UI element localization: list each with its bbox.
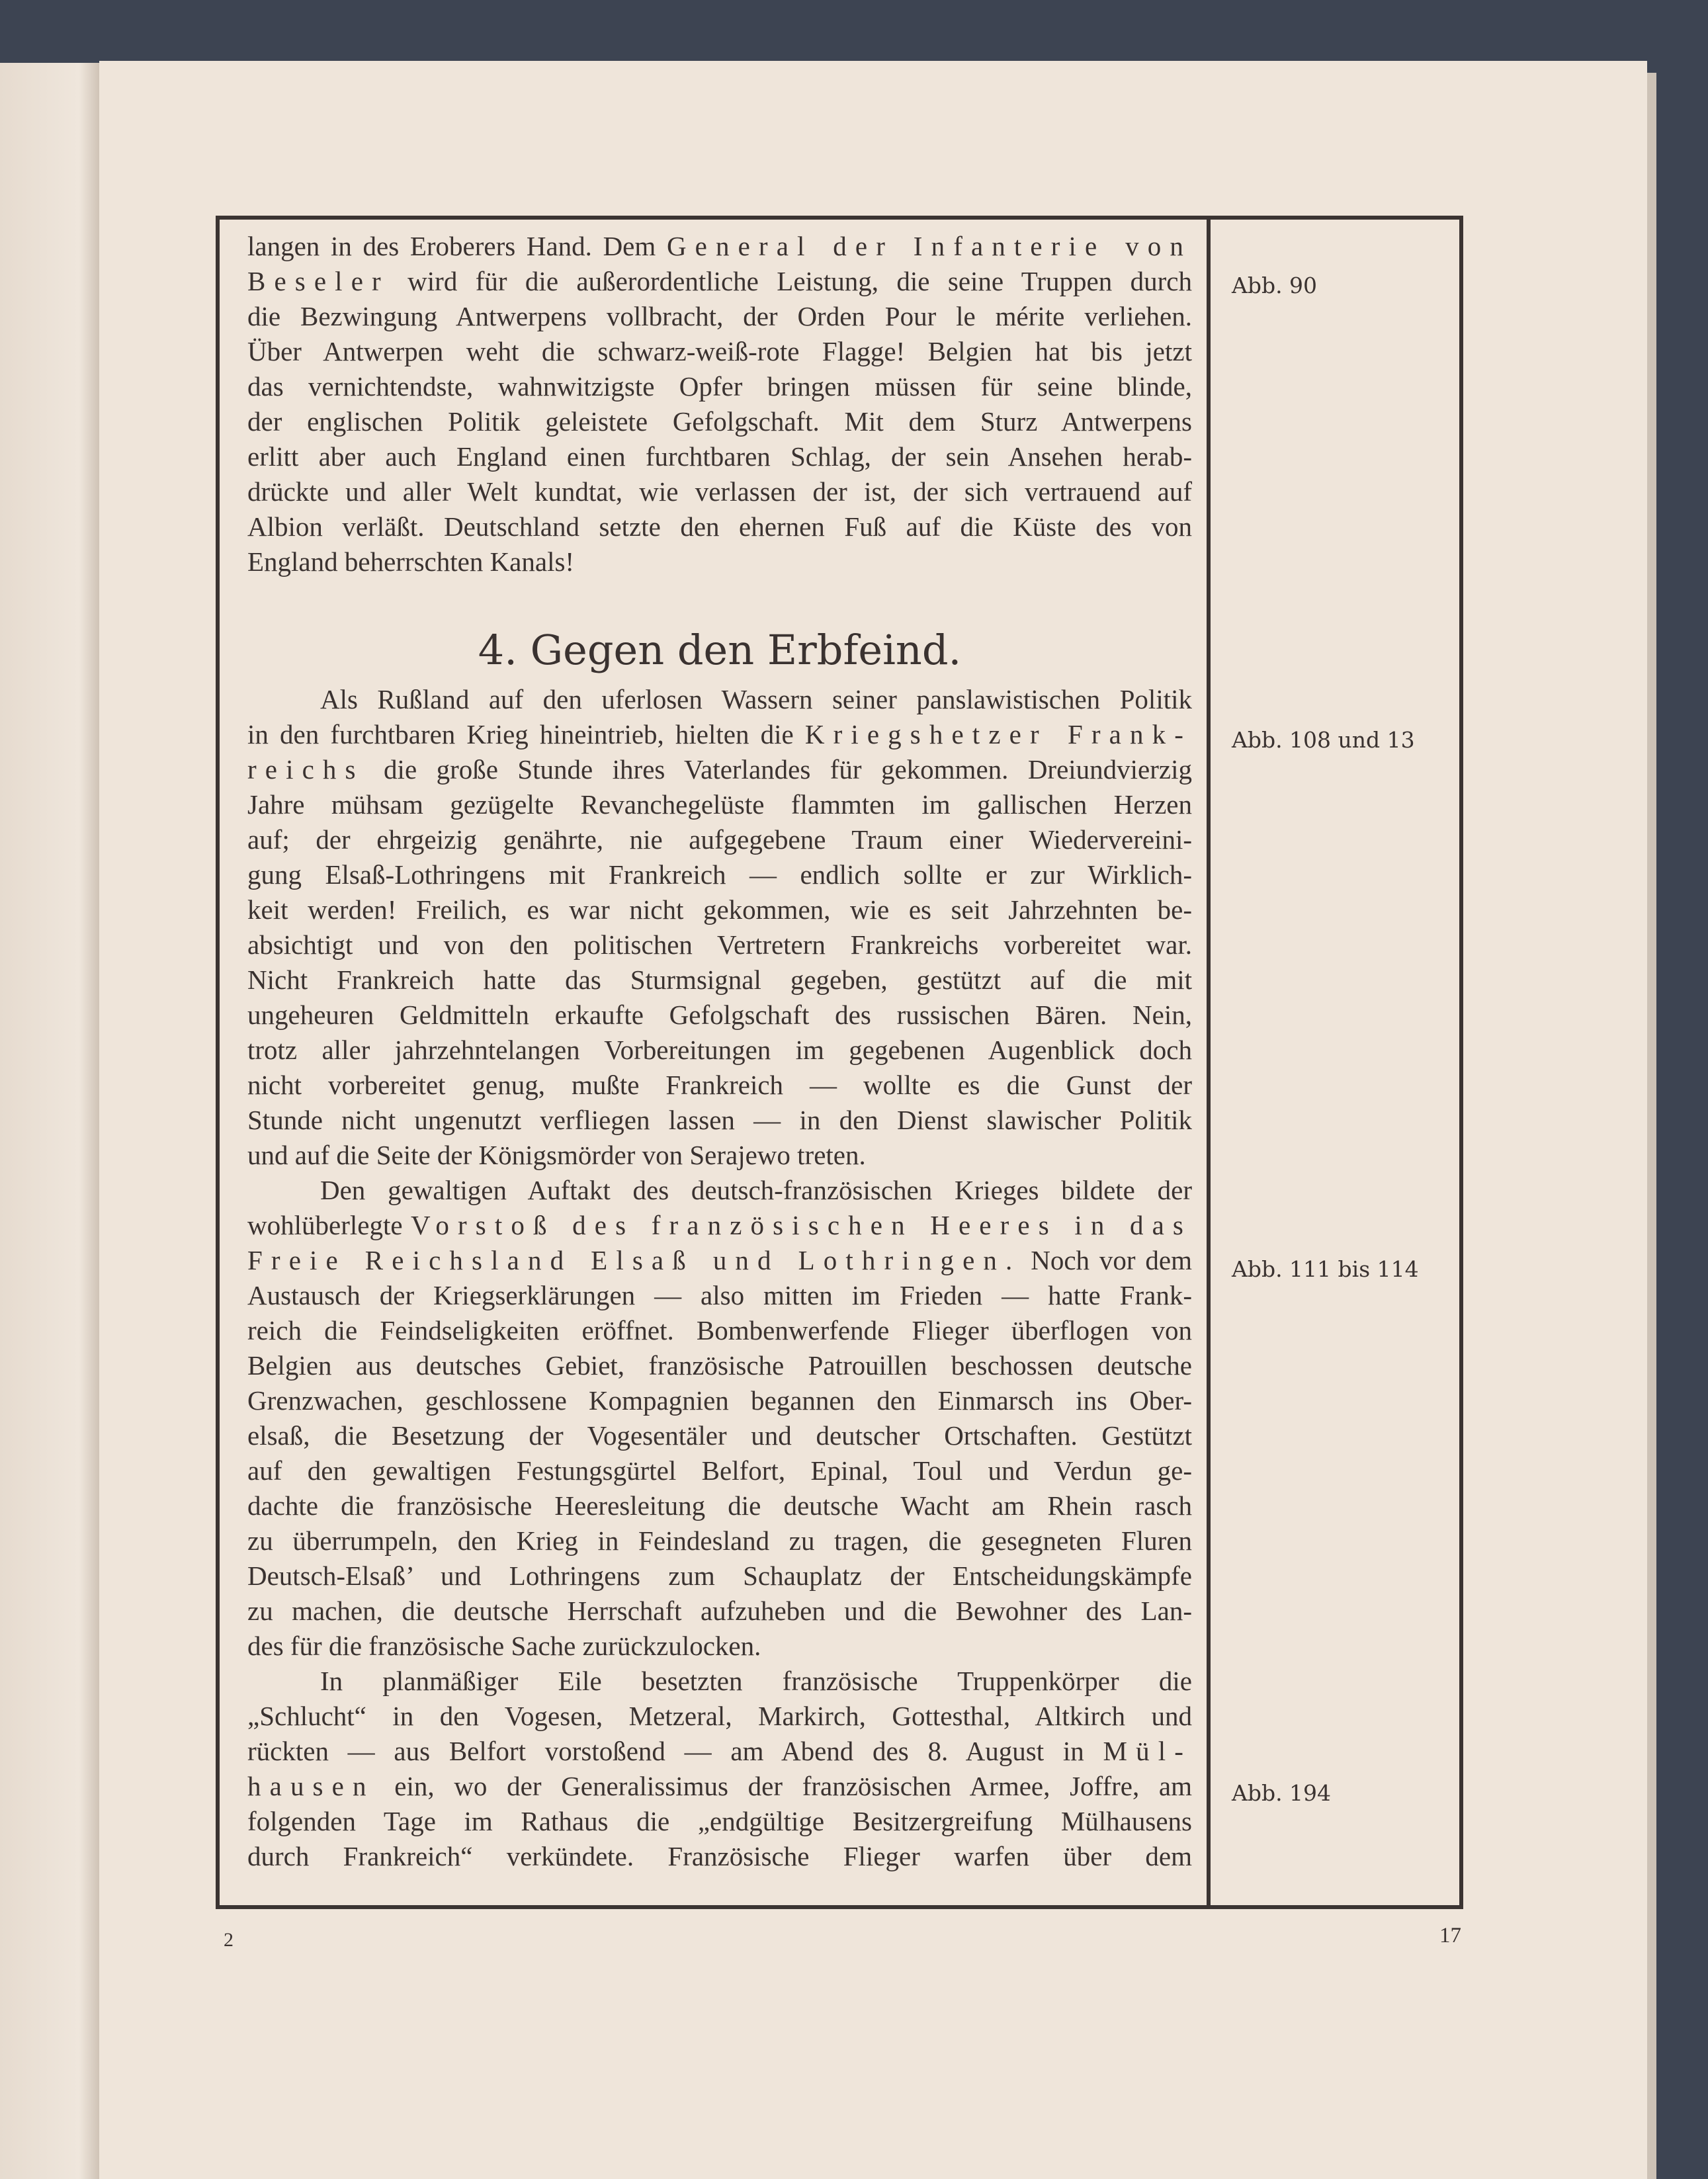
text-line xyxy=(247,752,1192,787)
previous-page-edge xyxy=(0,63,99,2179)
text-segment: auf den gewaltigen Festungsgürtel Belfort, Epinal, Toul und Verdun ge- xyxy=(247,1455,1192,1486)
text-line xyxy=(247,544,1192,579)
text-line xyxy=(247,1734,1192,1769)
section-heading: 4. Gegen den Erbfeind. xyxy=(478,626,962,674)
text-line xyxy=(247,1769,1192,1804)
margin-note: Abb. 194 xyxy=(1232,1780,1332,1806)
text-segment: das vernichtendste, wahnwitzigste Opfer bringen müssen für seine blinde, xyxy=(247,371,1192,402)
text-line xyxy=(247,369,1192,404)
text-line xyxy=(247,962,1192,998)
text-line xyxy=(247,1559,1192,1594)
text-line xyxy=(247,229,1192,264)
text-segment: Austausch der Kriegserklärungen — also mitten im Frieden — hatte Frank- xyxy=(247,1280,1192,1310)
text-segment: Jahre mühsam gezügelte Revanchegelüste flammten im gallischen Herzen xyxy=(247,789,1192,820)
text-segment: gung Elsaß-Lothringens mit Frankreich — endlich sollte er zur Wirklich- xyxy=(247,859,1192,890)
page-number: 17 xyxy=(1439,1924,1461,1947)
text-segment: drückte und aller Welt kundtat, wie verlassen der ist, der sich vertrauend auf xyxy=(247,476,1192,507)
text-segment: langen in des Eroberers Hand. Dem xyxy=(247,231,667,261)
text-segment: „Schlucht“ in den Vogesen, Metzeral, Markirch, Gottesthal, Altkirch und xyxy=(247,1701,1192,1731)
text-line xyxy=(247,1664,1192,1699)
text-line xyxy=(247,1839,1192,1874)
text-line xyxy=(247,822,1192,857)
text-line xyxy=(247,1278,1192,1313)
text-line xyxy=(247,682,1192,717)
text-segment: durch Frankreich“ verkündete. Französische Flieger warfen über dem xyxy=(247,1841,1192,1871)
text-segment: Den gewaltigen Auftakt des deutsch-französischen Krieges bildete der xyxy=(320,1175,1192,1205)
text-line xyxy=(247,509,1192,544)
emphasized-text: reichs xyxy=(247,754,364,785)
text-segment: und auf die Seite der Königsmörder von Serajewo treten. xyxy=(247,1140,866,1170)
text-segment: erlitt aber auch England einen furchtbaren Schlag, der sein Ansehen herab- xyxy=(247,441,1192,472)
text-segment: Grenzwachen, geschlossene Kompagnien begannen den Einmarsch ins Ober- xyxy=(247,1385,1192,1416)
section-gegen-den-erbfeind xyxy=(247,682,1192,1874)
text-line xyxy=(247,892,1192,927)
paragraph-antwerp xyxy=(247,229,1192,579)
text-line xyxy=(247,1804,1192,1839)
text-segment: auf; der ehrgeizig genährte, nie aufgegebene Traum einer Wiedervereini- xyxy=(247,824,1192,855)
text-segment: nicht vorbereitet genug, mußte Frankreich — wollte es die Gunst der xyxy=(247,1070,1192,1100)
text-line xyxy=(247,264,1192,299)
text-segment: Albion verläßt. Deutschland setzte den ehernen Fuß auf die Küste des von xyxy=(247,511,1192,542)
text-segment: die große Stunde ihres Vaterlandes für gekommen. Dreiundvierzig xyxy=(364,754,1192,785)
text-line xyxy=(247,1033,1192,1068)
text-segment: rückten — aus Belfort vorstoßend — am Abend des 8. August in xyxy=(247,1736,1103,1766)
emphasized-text: Vorstoß des französischen Heeres in das xyxy=(410,1210,1193,1240)
text-segment: zu machen, die deutsche Herrschaft aufzuheben und die Bewohner des Lan- xyxy=(247,1596,1192,1626)
text-segment: Stunde nicht ungenutzt verfliegen lassen — in den Dienst slawischer Politik xyxy=(247,1105,1192,1135)
text-segment: zu überrumpeln, den Krieg in Feindesland zu tragen, die gesegneten Fluren xyxy=(247,1525,1192,1556)
text-segment: ein, wo der Generalissimus der französischen Armee, Joffre, am xyxy=(374,1771,1192,1801)
text-segment: Noch vor dem xyxy=(1021,1245,1192,1275)
text-segment: Über Antwerpen weht die schwarz-weiß-rote Flagge! Belgien hat bis jetzt xyxy=(247,336,1192,366)
margin-column-divider xyxy=(1207,216,1211,1905)
margin-note: Abb. 108 und 13 xyxy=(1232,727,1415,753)
text-line xyxy=(247,1348,1192,1383)
text-segment: elsaß, die Besetzung der Vogesentäler und deutscher Ortschaften. Gestützt xyxy=(247,1420,1192,1451)
text-segment: England beherrschten Kanals! xyxy=(247,546,575,577)
text-segment: folgenden Tage im Rathaus die „endgültige Besitzergreifung Mülhausens xyxy=(247,1806,1192,1836)
emphasized-text: Beseler xyxy=(247,266,390,296)
emphasized-text: Freie Reichsland Elsaß und Lothringen. xyxy=(247,1245,1021,1275)
text-line xyxy=(247,998,1192,1033)
text-segment: Belgien aus deutsches Gebiet, französische Patrouillen beschossen deutsche xyxy=(247,1350,1192,1381)
text-segment: Als Rußland auf den uferlosen Wassern seiner panslawistischen Politik xyxy=(320,684,1192,714)
margin-note: Abb. 111 bis 114 xyxy=(1232,1256,1419,1282)
text-line xyxy=(247,1699,1192,1734)
text-line xyxy=(247,857,1192,892)
text-segment: wohlüberlegte xyxy=(247,1210,411,1240)
text-line xyxy=(247,1173,1192,1208)
text-segment: absichtigt und von den politischen Vertretern Frankreichs vorbereitet war. xyxy=(247,929,1192,960)
text-segment: ungeheuren Geldmitteln erkaufte Gefolgschaft des russischen Bären. Nein, xyxy=(247,1000,1192,1030)
text-line xyxy=(247,1594,1192,1629)
page-stack-edge xyxy=(1647,73,1656,2179)
text-line xyxy=(247,1629,1192,1664)
margin-note: Abb. 90 xyxy=(1232,273,1318,298)
text-line xyxy=(247,1383,1192,1418)
text-line xyxy=(247,474,1192,509)
text-line xyxy=(247,1243,1192,1278)
text-segment: Deutsch-Elsaß’ und Lothringens zum Schauplatz der Entscheidungskämpfe xyxy=(247,1560,1192,1591)
text-segment: trotz aller jahrzehntelangen Vorbereitungen im gegebenen Augenblick doch xyxy=(247,1035,1192,1065)
text-segment: die Bezwingung Antwerpens vollbracht, der Orden Pour le mérite verliehen. xyxy=(247,301,1192,331)
emphasized-text: Kriegshetzer Frank- xyxy=(804,719,1193,749)
text-line xyxy=(247,717,1192,752)
text-line xyxy=(247,927,1192,962)
text-segment: reich die Feindseligkeiten eröffnet. Bombenwerfende Flieger überflogen von xyxy=(247,1315,1192,1346)
text-line xyxy=(247,787,1192,822)
emphasized-text: hausen xyxy=(247,1771,375,1801)
text-line xyxy=(247,1418,1192,1453)
text-line xyxy=(247,1068,1192,1103)
signature-mark: 2 xyxy=(224,1929,234,1951)
text-segment: keit werden! Freilich, es war nicht gekommen, wie es seit Jahrzehnten be- xyxy=(247,894,1192,925)
text-line xyxy=(247,299,1192,334)
text-segment: der englischen Politik geleistete Gefolgschaft. Mit dem Sturz Antwerpens xyxy=(247,406,1192,437)
text-line xyxy=(247,1488,1192,1523)
text-line xyxy=(247,1138,1192,1173)
text-segment: Nicht Frankreich hatte das Sturmsignal gegeben, gestützt auf die mit xyxy=(247,964,1192,995)
text-segment: dachte die französische Heeresleitung die deutsche Wacht am Rhein rasch xyxy=(247,1490,1192,1521)
text-segment: in den furchtbaren Krieg hineintrieb, hielten die xyxy=(247,719,805,749)
text-segment: des für die französische Sache zurückzulocken. xyxy=(247,1631,761,1661)
text-line xyxy=(247,1453,1192,1488)
text-line xyxy=(247,334,1192,369)
text-segment: wird für die außerordentliche Leistung, die seine Truppen durch xyxy=(389,266,1192,296)
text-line xyxy=(247,439,1192,474)
emphasized-text: Mül- xyxy=(1103,1736,1192,1766)
text-segment: In planmäßiger Eile besetzten französische Truppenkörper die xyxy=(320,1666,1192,1696)
text-line xyxy=(247,1523,1192,1559)
text-line xyxy=(247,1208,1192,1243)
emphasized-text: General der Infanterie von xyxy=(666,231,1192,261)
text-line xyxy=(247,404,1192,439)
text-line xyxy=(247,1103,1192,1138)
text-line xyxy=(247,1313,1192,1348)
